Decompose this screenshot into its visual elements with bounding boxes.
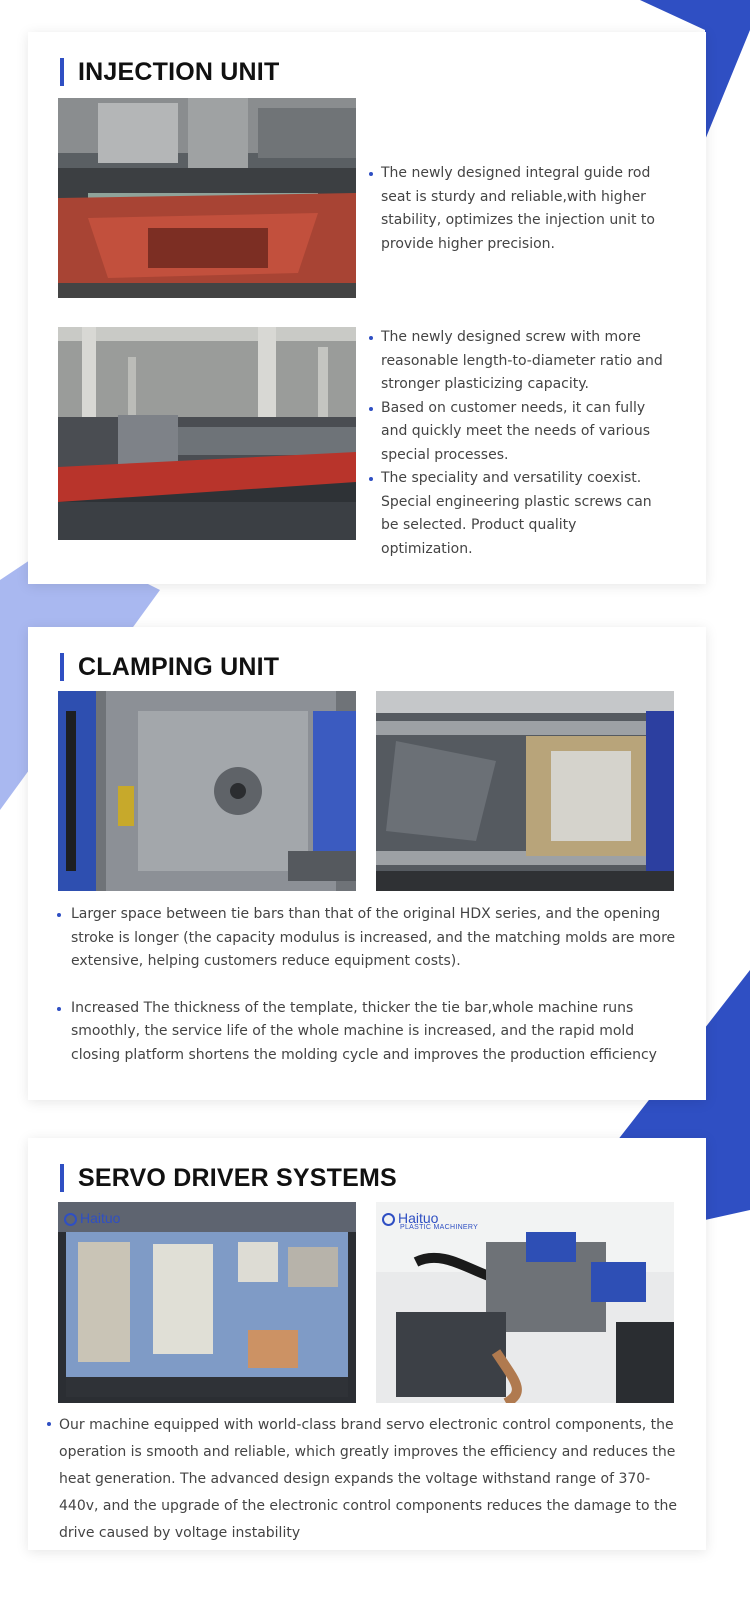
injection-factory-photo — [58, 327, 356, 540]
haituo-logo — [382, 1210, 478, 1231]
injection-block2-list — [369, 326, 669, 561]
servo-driver-card — [28, 1138, 706, 1550]
clamping-platen-photo — [58, 691, 356, 891]
injection-unit-title: INJECTION UNIT — [60, 58, 279, 86]
list-item: Our machine equipped with world-class brand servo electronic control components, the operation is smooth and reliable, which greatly improves the efficiency and reduces the heat generation. The advanced design expands the voltage withstand range of 370-440v, and the upgrade of the electronic control components reduces the damage to the drive caused by voltage instability — [47, 1412, 677, 1547]
haituo-logo-icon — [382, 1213, 395, 1226]
servo-hydraulic-photo — [376, 1202, 674, 1403]
list-item: The newly designed integral guide rod seat is sturdy and reliable,with higher stability, optimizes the injection unit to provide higher precision. — [369, 162, 669, 256]
haituo-logo-subtext: PLASTIC MACHINERY — [400, 1224, 479, 1231]
injection-guide-rod-photo — [58, 98, 356, 298]
list-item: Increased The thickness of the template, thicker the tie bar,whole machine runs smoothly, the service life of the whole machine is increased, and the rapid mold closing platform shortens the molding cycle and improves the production efficiency — [57, 997, 677, 1068]
list-item: The newly designed screw with more reasonable length-to-diameter ratio and stronger plasticizing capacity. — [369, 326, 669, 397]
list-item: Based on customer needs, it can fully and quickly meet the needs of various special processes. — [369, 397, 669, 468]
clamping-unit-card — [28, 627, 706, 1100]
haituo-logo — [64, 1210, 120, 1226]
servo-bullet-list — [47, 1412, 677, 1547]
clamping-unit-title: CLAMPING UNIT — [60, 653, 279, 681]
list-item: The speciality and versatility coexist. Special engineering plastic screws can be selected. Product quality optimization. — [369, 467, 669, 561]
servo-driver-title: SERVO DRIVER SYSTEMS — [60, 1164, 397, 1192]
injection-unit-card — [28, 32, 706, 584]
clamping-toggle-photo — [376, 691, 674, 891]
haituo-logo-text: Haituo — [398, 1210, 439, 1226]
clamping-bullet-list — [57, 903, 677, 1067]
haituo-logo-icon — [64, 1213, 77, 1226]
list-item: Larger space between tie bars than that of the original HDX series, and the opening stroke is longer (the capacity modulus is increased, and the matching molds are more extensive, helping customers reduce equipment costs). — [57, 903, 677, 974]
haituo-logo-text: Haituo — [80, 1210, 121, 1226]
injection-block1-list — [369, 162, 669, 256]
servo-cabinet-photo — [58, 1202, 356, 1403]
